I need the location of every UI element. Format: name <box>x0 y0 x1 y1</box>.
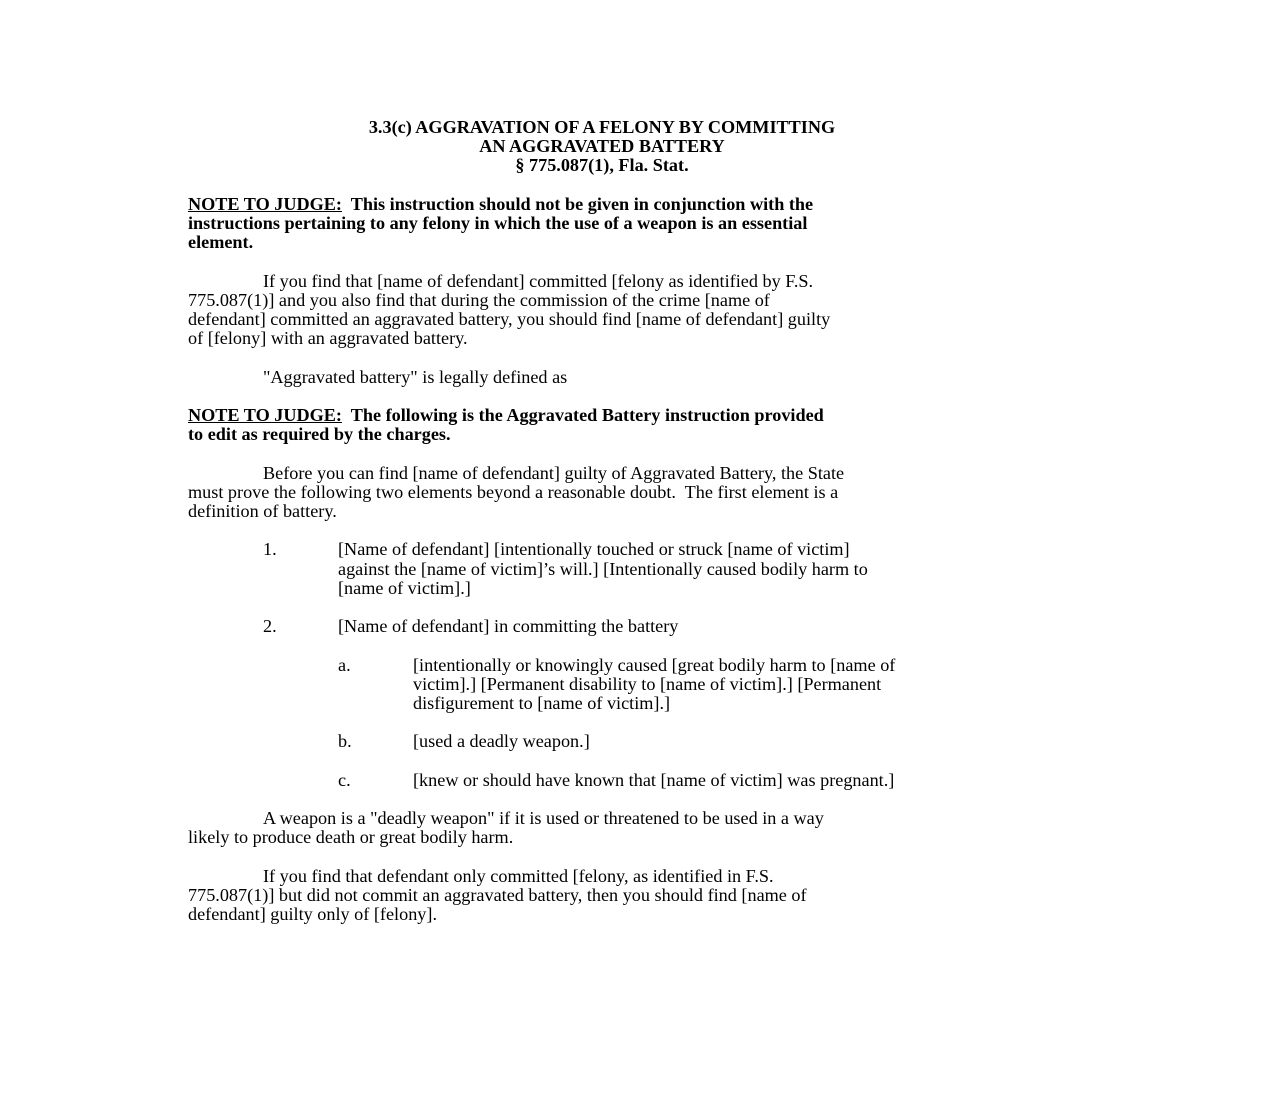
sub-element-line: [used a deadly weapon.] <box>413 731 590 752</box>
sub-element-c <box>188 771 1088 790</box>
paragraph-line: Before you can find [name of defendant] guilty of Aggravated Battery, the State <box>263 462 845 483</box>
paragraph-lesser-finding <box>188 867 1088 925</box>
document-page <box>188 118 1088 924</box>
sub-element-line: victim].] [Permanent disability to [name of victim].] [Permanent <box>413 673 882 694</box>
title-line-3: § 775.087(1), Fla. Stat. <box>515 155 689 176</box>
note-text: to edit as required by the charges. <box>188 424 451 445</box>
paragraph-line: defendant] committed an aggravated battery, you should find [name of defendant] guilty <box>188 309 831 329</box>
paragraph-line: 775.087(1)] but did not commit an aggravated battery, then you should find [name of <box>188 884 807 905</box>
note-to-judge-2 <box>188 406 1088 444</box>
element-number: 1. <box>263 539 277 560</box>
note-text: instructions pertaining to any felony in which the use of a weapon is an essential <box>188 213 808 233</box>
element-line: [Name of defendant] in committing the battery <box>338 616 679 637</box>
paragraph-elements-intro <box>188 464 1088 522</box>
sub-element-letter: a. <box>338 654 351 675</box>
paragraph-line: If you find that [name of defendant] committed [felony as identified by F.S. <box>263 270 814 291</box>
paragraph-definition <box>188 368 1088 387</box>
element-2 <box>188 617 1088 636</box>
note-label: NOTE TO JUDGE: <box>188 193 342 214</box>
element-line: [Name of defendant] [intentionally touched or struck [name of victim] <box>338 539 850 560</box>
paragraph-line: of [felony] with an aggravated battery. <box>188 328 468 349</box>
paragraph-line: 775.087(1)] and you also find that during the commission of the crime [name of <box>188 289 770 310</box>
sub-element-a <box>188 656 1088 714</box>
paragraph-line: must prove the following two elements beyond a reasonable doubt. The first element is a <box>188 481 839 502</box>
note-text: element. <box>188 232 254 253</box>
element-line: [name of victim].] <box>338 577 471 598</box>
paragraph-deadly-weapon <box>188 809 1088 847</box>
paragraph-line: definition of battery. <box>188 500 337 521</box>
sub-element-line: [knew or should have known that [name of victim] was pregnant.] <box>413 769 895 790</box>
note-label: NOTE TO JUDGE: <box>188 404 342 425</box>
element-1 <box>188 540 1088 598</box>
element-line: against the [name of victim]’s will.] [Intentionally caused bodily harm to <box>338 558 868 579</box>
paragraph-line: If you find that defendant only committed [felony, as identified in F.S. <box>263 865 774 886</box>
paragraph-line: "Aggravated battery" is legally defined as <box>263 366 568 387</box>
title-line-2: AN AGGRAVATED BATTERY <box>479 136 725 157</box>
paragraph-line: likely to produce death or great bodily harm. <box>188 827 514 848</box>
sub-element-b <box>188 732 1088 751</box>
paragraph-finding <box>188 272 1088 349</box>
note-text: The following is the Aggravated Battery instruction provided <box>341 404 824 425</box>
document-title <box>152 118 1052 176</box>
note-to-judge-1 <box>188 195 1088 253</box>
sub-element-letter: c. <box>338 769 351 790</box>
note-text: This instruction should not be given in conjunction with the <box>341 193 814 214</box>
sub-element-line: [intentionally or knowingly caused [great bodily harm to [name of <box>413 654 896 675</box>
sub-element-letter: b. <box>338 731 352 752</box>
sub-element-line: disfigurement to [name of victim].] <box>413 692 671 713</box>
paragraph-line: A weapon is a "deadly weapon" if it is used or threatened to be used in a way <box>263 808 824 829</box>
title-line-1: 3.3(c) AGGRAVATION OF A FELONY BY COMMITTING <box>368 117 836 137</box>
element-number: 2. <box>263 616 277 637</box>
paragraph-line: defendant] guilty only of [felony]. <box>188 904 437 925</box>
